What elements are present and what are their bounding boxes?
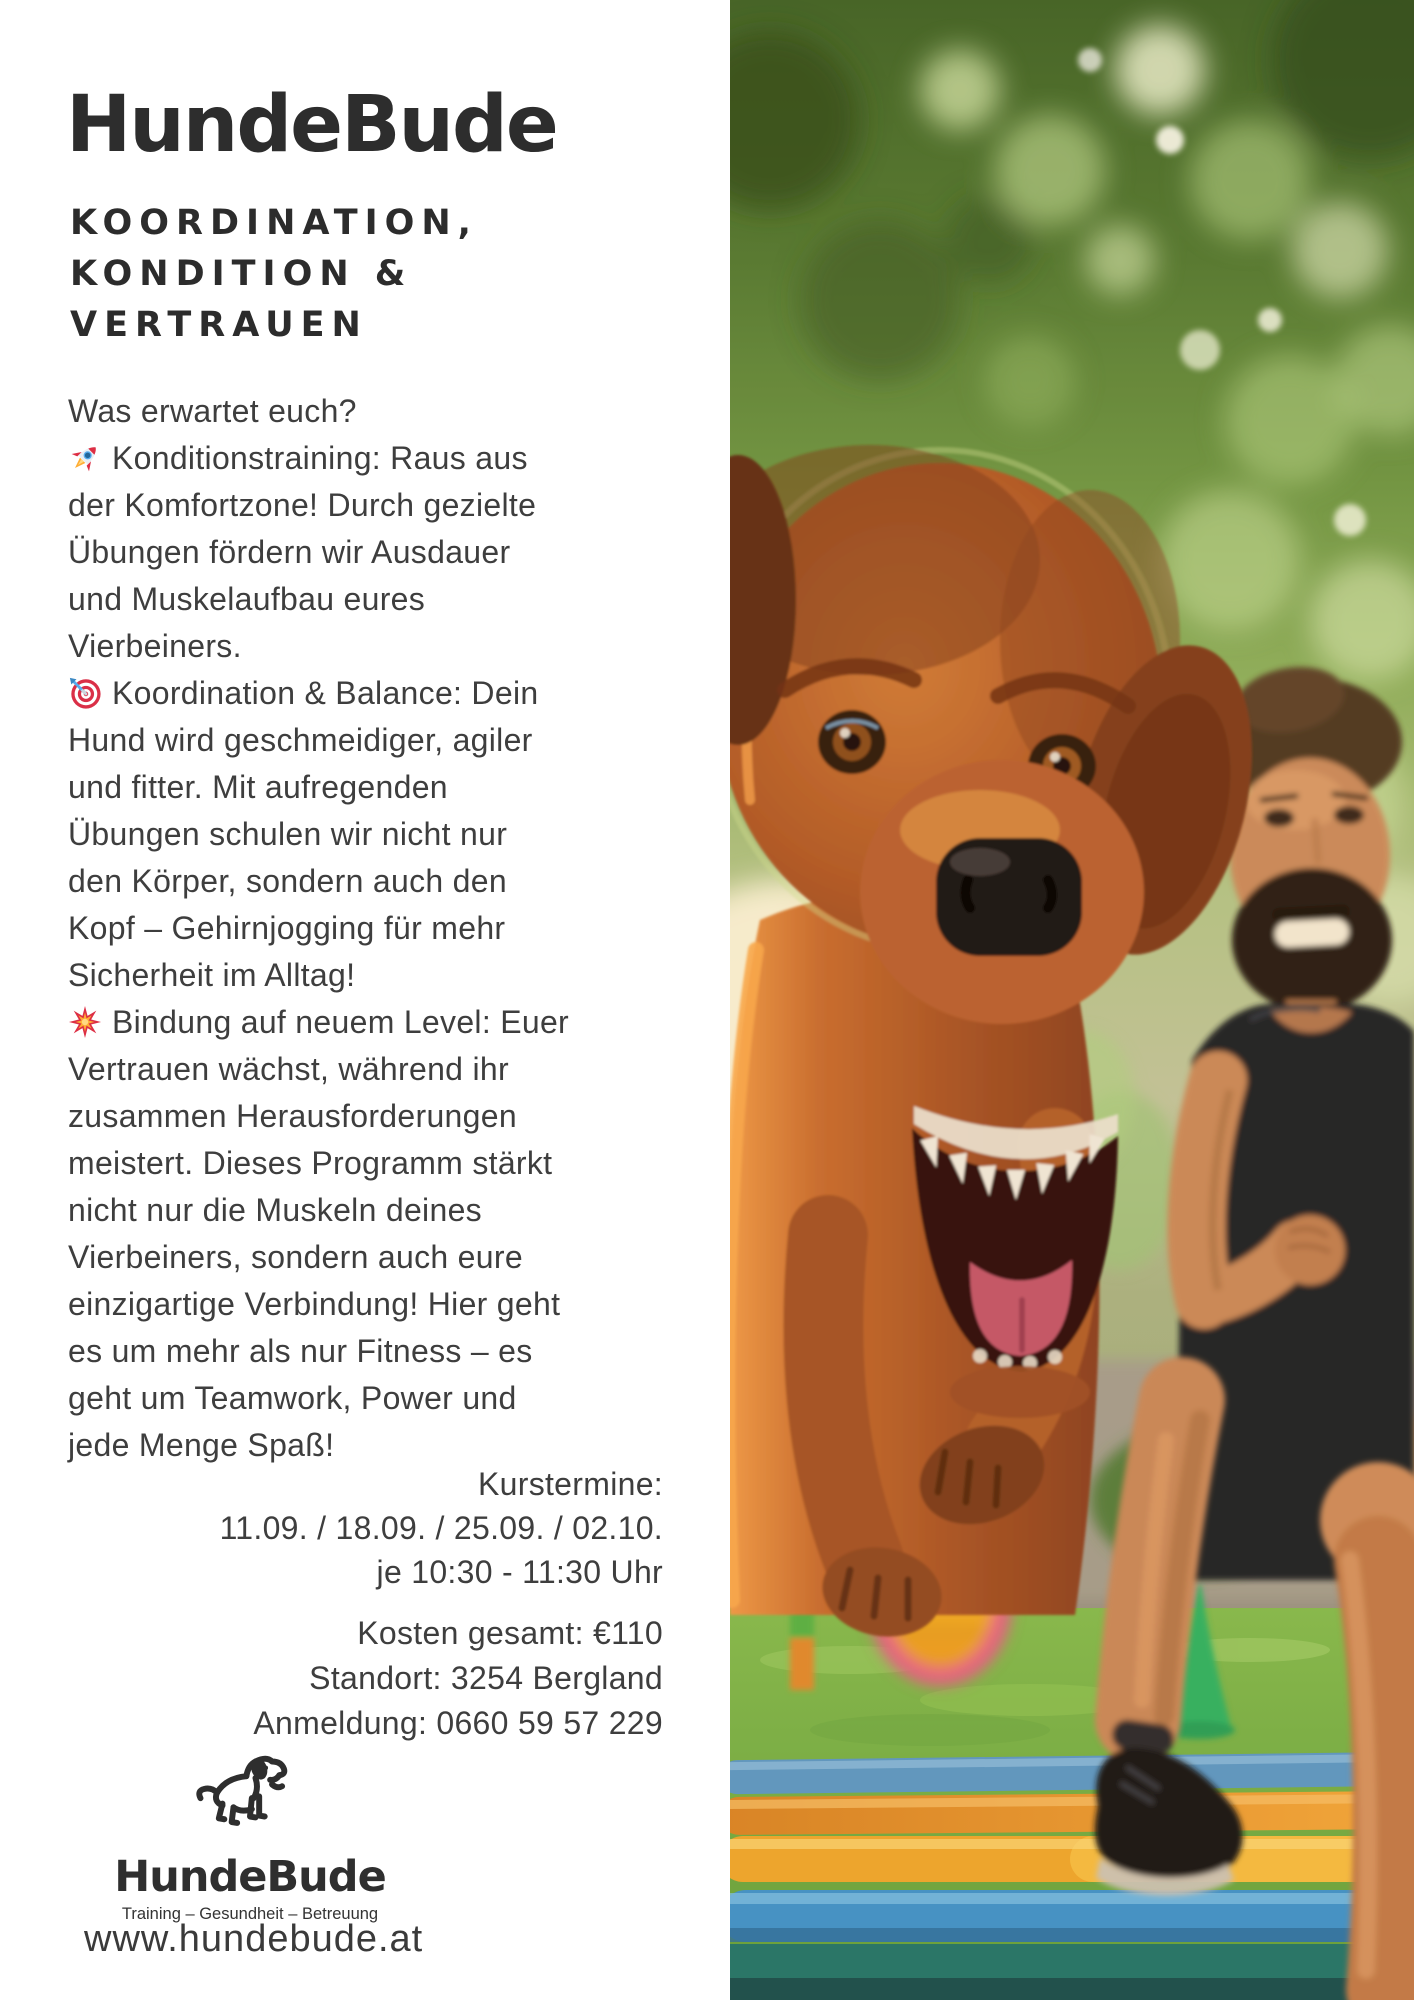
body-line: es um mehr als nur Fitness – es <box>68 1333 533 1369</box>
body-line: Übungen schulen wir nicht nur <box>68 816 508 852</box>
course-registration-phone: Anmeldung: 0660 59 57 229 <box>253 1705 663 1741</box>
body-line: meistert. Dieses Programm stärkt <box>68 1145 553 1181</box>
course-dates-heading: Kurstermine: <box>478 1466 663 1502</box>
website-url: www.hundebude.at <box>84 1918 424 1960</box>
body-line: Koordination & Balance: Dein <box>68 670 678 717</box>
collision-emoji-icon <box>68 1005 102 1039</box>
body-line: Vierbeiners, sondern auch eure <box>68 1239 523 1275</box>
subtitle-line: VERTRAUEN <box>70 305 368 345</box>
body-line: den Körper, sondern auch den <box>68 863 507 899</box>
body-line: und fitter. Mit aufregenden <box>68 769 448 805</box>
page-title: HundeBude <box>66 80 557 170</box>
course-time: je 10:30 - 11:30 Uhr <box>376 1554 663 1590</box>
body-line: einzigartige Verbindung! Hier geht <box>68 1286 561 1322</box>
course-dates <box>68 1462 663 1594</box>
course-cost: Kosten gesamt: €110 <box>357 1615 663 1651</box>
body-line: der Komfortzone! Durch gezielte <box>68 487 537 523</box>
body-line: Was erwartet euch? <box>68 393 357 429</box>
brand-logo <box>100 1752 400 1924</box>
course-photo <box>730 0 1414 2000</box>
body-line: Übungen fördern wir Ausdauer <box>68 534 511 570</box>
body-line: Vertrauen wächst, während ihr <box>68 1051 509 1087</box>
page-subtitle <box>70 198 478 351</box>
subtitle-line: KONDITION & <box>70 254 413 294</box>
course-details <box>68 1611 663 1746</box>
rocket-emoji-icon <box>68 441 102 475</box>
body-line: nicht nur die Muskeln deines <box>68 1192 482 1228</box>
brand-logo-tagline: Training – Gesundheit – Betreuung <box>121 1905 379 1923</box>
body-line: Hund wird geschmeidiger, agiler <box>68 722 533 758</box>
dog-logo-icon <box>195 1835 305 1852</box>
course-dates-list: 11.09. / 18.09. / 25.09. / 02.10. <box>219 1510 663 1546</box>
body-line: zusammen Herausforderungen <box>68 1098 517 1134</box>
subtitle-line: KOORDINATION, <box>70 203 478 243</box>
body-line: Vierbeiners. <box>68 628 242 664</box>
body-line: geht um Teamwork, Power und <box>68 1380 517 1416</box>
course-description <box>68 388 678 1469</box>
body-line: Bindung auf neuem Level: Euer <box>68 999 678 1046</box>
body-line: und Muskelaufbau eures <box>68 581 426 617</box>
body-line: Kopf – Gehirnjogging für mehr <box>68 910 506 946</box>
body-line: Sicherheit im Alltag! <box>68 957 356 993</box>
course-location: Standort: 3254 Bergland <box>309 1660 663 1696</box>
target-emoji-icon <box>68 676 102 710</box>
body-line: jede Menge Spaß! <box>68 1427 335 1463</box>
brand-logo-name: HundeBude <box>114 1852 386 1902</box>
body-line: Konditionstraining: Raus aus <box>68 435 678 482</box>
